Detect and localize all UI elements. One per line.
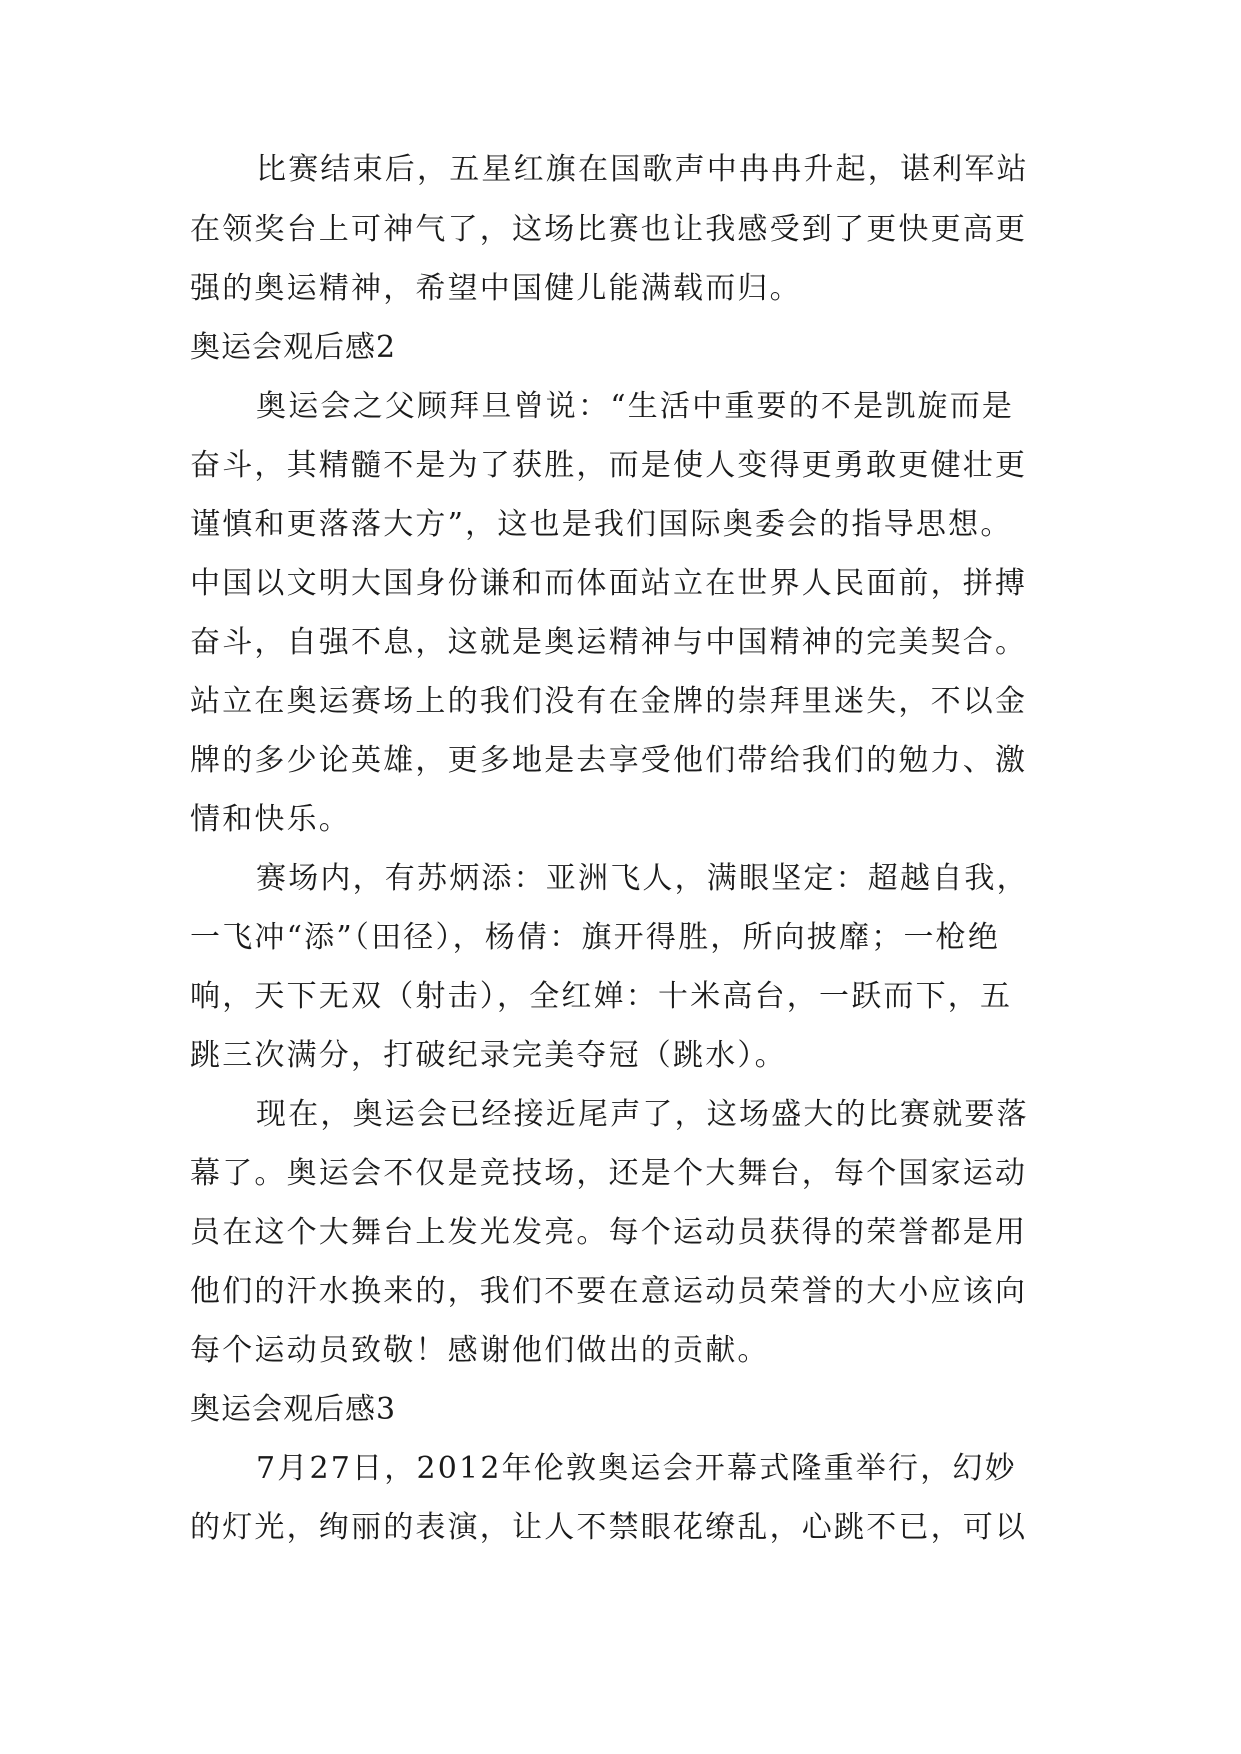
paragraph-line: 强的奥运精神，希望中国健儿能满载而归。 (190, 271, 802, 306)
paragraph-line: 奋斗，自强不息，这就是奥运精神与中国精神的完美契合。 (190, 625, 1028, 660)
section-heading: 奥运会观后感2 (190, 330, 397, 365)
paragraph-line: 站立在奥运赛场上的我们没有在金牌的崇拜里迷失，不以金 (190, 684, 1028, 719)
paragraph-line: 奋斗，其精髓不是为了获胜，而是使人变得更勇敢更健壮更 (190, 448, 1028, 483)
paragraph-line: 跳三次满分，打破纪录完美夺冠（跳水）。 (190, 1038, 787, 1073)
paragraph-line: 一飞冲“添”（田径），杨倩：旗开得胜，所向披靡；一枪绝 (190, 920, 1001, 955)
paragraph-line: 每个运动员致敬！感谢他们做出的贡献。 (190, 1333, 770, 1368)
paragraph-line: 响，天下无双（射击），全红婵：十米高台，一跃而下，五 (190, 979, 1013, 1014)
section-heading: 奥运会观后感3 (190, 1392, 397, 1427)
paragraph-line: 在领奖台上可神气了，这场比赛也让我感受到了更快更高更 (190, 212, 1028, 247)
paragraph-line: 比赛结束后，五星红旗在国歌声中冉冉升起，谌利军站 (256, 152, 1029, 187)
paragraph-line: 牌的多少论英雄，更多地是去享受他们带给我们的勉力、激 (190, 743, 1028, 778)
paragraph-line: 的灯光，绚丽的表演，让人不禁眼花缭乱，心跳不已，可以 (190, 1510, 1028, 1545)
paragraph-line: 谨慎和更落落大方”，这也是我们国际奥委会的指导思想。 (190, 507, 1013, 542)
paragraph-line: 现在，奥运会已经接近尾声了，这场盛大的比赛就要落 (256, 1097, 1029, 1132)
paragraph-line: 员在这个大舞台上发光发亮。每个运动员获得的荣誉都是用 (190, 1215, 1028, 1250)
paragraph-line: 赛场内，有苏炳添：亚洲飞人，满眼坚定：超越自我， (256, 861, 1029, 896)
paragraph-line: 他们的汗水换来的，我们不要在意运动员荣誉的大小应该向 (190, 1274, 1028, 1309)
paragraph-line: 奥运会之父顾拜旦曾说：“生活中重要的不是凯旋而是 (256, 389, 1015, 424)
paragraph-line: 7月27日，2012年伦敦奥运会开幕式隆重举行，幻妙 (256, 1451, 1017, 1486)
paragraph-line: 中国以文明大国身份谦和而体面站立在世界人民面前，拼搏 (190, 566, 1028, 601)
paragraph-line: 幕了。奥运会不仅是竞技场，还是个大舞台，每个国家运动 (190, 1156, 1028, 1191)
paragraph-line: 情和快乐。 (190, 802, 351, 837)
